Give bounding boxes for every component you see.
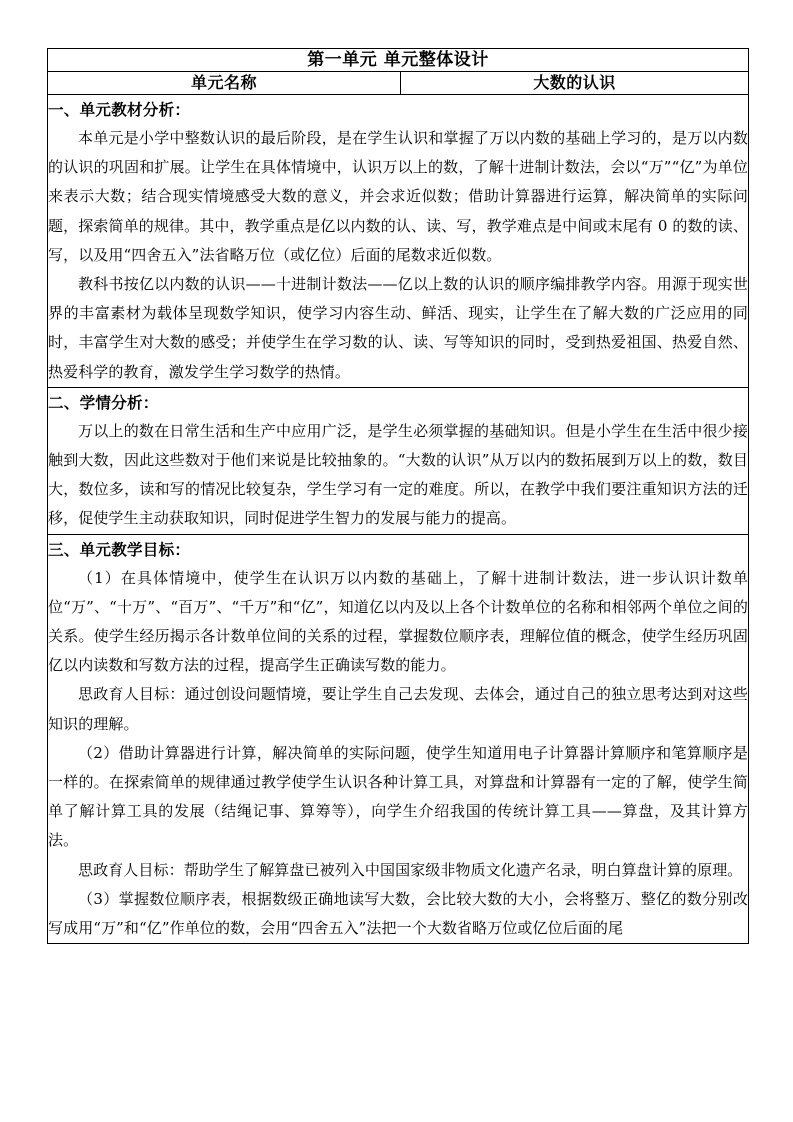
section-student-analysis (48, 387, 749, 534)
table-row-section-material-analysis (48, 95, 749, 388)
section-material-analysis (48, 95, 749, 388)
unit-name-label: 单元名称 (48, 72, 401, 95)
section-teaching-goals (48, 534, 749, 944)
section-heading-material-analysis: 一、单元教材分析： (48, 100, 191, 119)
section-heading-teaching-goals: 三、单元教学目标： (48, 539, 191, 559)
paragraph: 教科书按亿以内数的认识——十进制计数法——亿以上数的认识的顺序编排教学内容。用源于现实世界的丰富素材为载体呈现数学知识，使学习内容生动、鲜活、现实，让学生在了解大数的广泛应用的同时，丰富学生对大数的感受；并使学生在学习数的认、读、写等知识的同时，受到热爱祖国、热爱自然、热爱科学的教育，激发学生学习数学的热情。 (48, 275, 749, 381)
table-row-section-student-analysis (48, 387, 749, 534)
document-title: 第一单元 单元整体设计 (48, 49, 749, 72)
unit-name-value: 大数的认识 (401, 72, 749, 95)
section-heading-student-analysis: 二、学情分析： (48, 392, 159, 412)
table-row-section-teaching-goals (48, 534, 749, 944)
paragraph: （2）借助计算器进行计算，解决简单的实际问题，使学生知道用电子计算器计算顺序和笔算顺序是一样的。在探索简单的规律通过教学使学生认识各种计算工具，对算盘和计算器有一定的了解，使学生简单了解计算工具的发展（结绳记事、算筹等），向学生介绍我国的传统计算工具——算盘，及其计算方法。 (48, 743, 749, 850)
paragraph: 思政育人目标：帮助学生了解算盘已被列入中国国家级非物质文化遗产名录，明白算盘计算的原理。 (78, 860, 743, 879)
paragraph: （3）掌握数位顺序表，根据数级正确地读写大数，会比较大数的大小，会将整万、整亿的数分别改写成用“万”和“亿”作单位的数，会用“四舍五入”法把一个大数省略万位或亿位后面的尾 (48, 889, 749, 938)
unit-design-table (47, 48, 749, 944)
table-row-unit-name (48, 72, 749, 95)
paragraph: 思政育人目标：通过创设问题情境，要让学生自己去发现、去体会，通过自己的独立思考达到对这些知识的理解。 (48, 685, 749, 733)
paragraph: （1）在具体情境中，使学生在认识万以内数的基础上，了解十进制计数法，进一步认识计数单位“万”、“十万”、“百万”、“千万”和“亿”，知道亿以内及以上各个计数单位的名称和相邻两个单位之间的关系。使学生经历揭示各计数单位间的关系的过程，掌握数位顺序表，理解位值的概念，使学生经历巩固亿以内读数和写数方法的过程，提高学生正确读写数的能力。 (48, 568, 749, 675)
paragraph: 万以上的数在日常生活和生产中应用广泛，是学生必须掌握的基础知识。但是小学生在生活中很少接触到大数，因此这些数对于他们来说是比较抽象的。“大数的认识”从万以内的数拓展到万以上的数，数目大，数位多，读和写的情况比较复杂，学生学习有一定的难度。所以，在教学中我们要注重知识方法的迁移，促使学生主动获取知识，同时促进学生智力的发展与能力的提高。 (48, 421, 749, 528)
paragraph: 本单元是小学中整数认识的最后阶段，是在学生认识和掌握了万以内数的基础上学习的，是万以内数的认识的巩固和扩展。让学生在具体情境中，认识万以上的数，了解十进制计数法，会以“万”“亿”为单位来表示大数；结合现实情境感受大数的意义，并会求近似数；借助计算器进行运算，解决简单的实际问题，探索简单的规律。其中，教学重点是亿以内数的认、读、写，教学难点是中间或末尾有 0 的数的读、写，以及用“四舍五入”法省略万位（或亿位）后面的尾数求近似数。 (48, 129, 749, 264)
table-row-title (48, 49, 749, 72)
